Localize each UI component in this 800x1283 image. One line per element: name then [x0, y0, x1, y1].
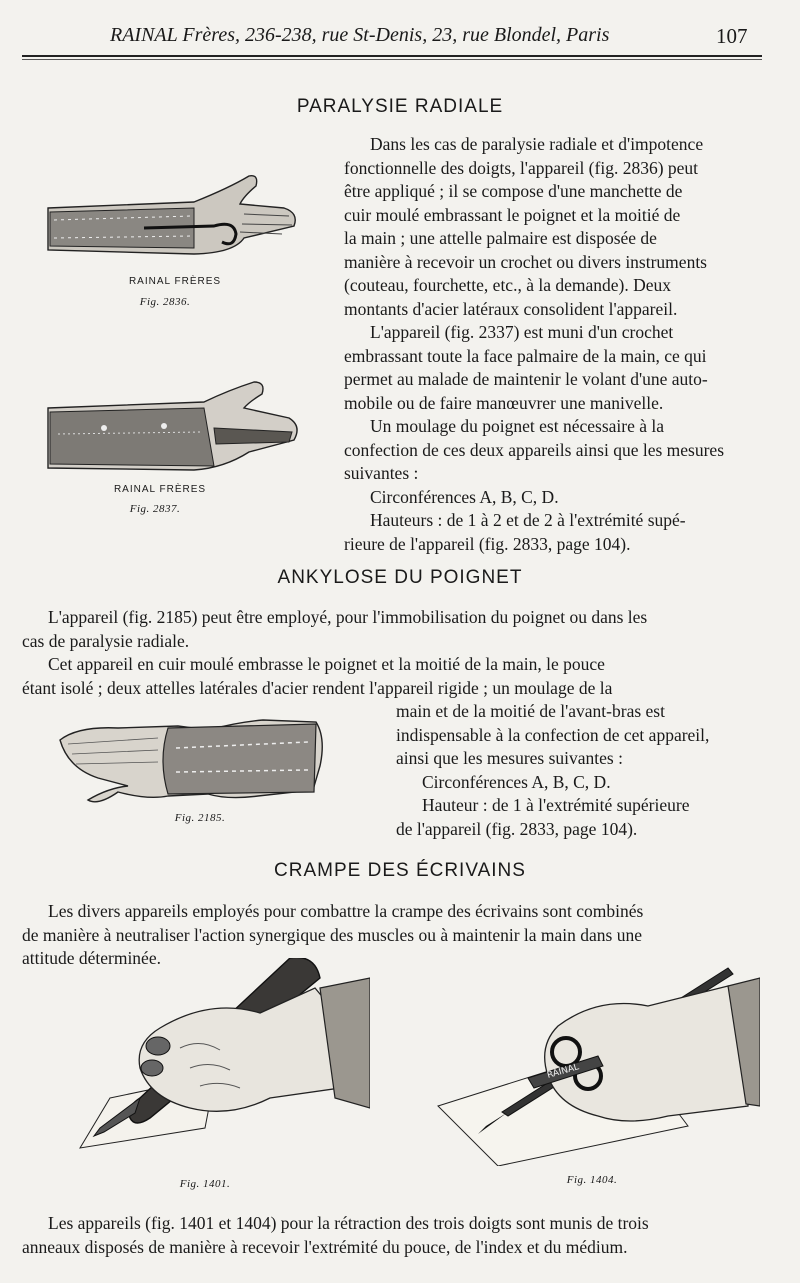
figure-1404-caption: Fig. 1404.: [566, 1174, 618, 1186]
text-line: main et de la moitié de l'avant-bras est: [396, 701, 665, 721]
text-line: Les appareils (fig. 1401 et 1404) pour la rétraction des trois doigts sont munis de trois: [48, 1213, 649, 1233]
text-line: Hauteur : de 1 à l'extrémité supérieure: [422, 795, 690, 815]
text-line: attitude déterminée.: [22, 948, 161, 968]
page-number: 107: [716, 24, 748, 48]
text-line: être appliqué ; il se compose d'une manchette de: [344, 181, 683, 201]
figure-1401-caption: Fig. 1401.: [179, 1178, 231, 1190]
section-title-paralysie: PARALYSIE RADIALE: [296, 96, 504, 117]
text-line: Les divers appareils employés pour combattre la crampe des écrivains sont combinés: [48, 901, 644, 921]
figure-2836-brand: RAINAL FRÈRES: [128, 276, 222, 287]
text-line: Dans les cas de paralysie radiale et d'impotence: [370, 134, 704, 154]
figure-2836-caption: Fig. 2836.: [139, 296, 191, 308]
text-line: Cet appareil en cuir moulé embrasse le poignet et la moitié de la main, le pouce: [48, 654, 605, 674]
figure-2836-splint-illustration: [44, 168, 304, 268]
figure-1404-pen-rings-illustration: [428, 966, 760, 1166]
text-line: L'appareil (fig. 2185) peut être employé, pour l'immobilisation du poignet ou dans les: [48, 607, 648, 627]
figure-2185-wrist-splint-illustration: [58, 708, 328, 808]
running-header: RAINAL Frères, 236-238, rue St-Denis, 23, rue Blondel, Paris: [110, 24, 610, 46]
text-line: L'appareil (fig. 2337) est muni d'un crochet: [370, 322, 674, 342]
text-line: Circonférences A, B, C, D.: [370, 486, 559, 507]
text-line: suivantes :: [344, 463, 419, 483]
text-line: cas de paralysie radiale.: [22, 630, 190, 651]
text-line: de l'appareil (fig. 2833, page 104).: [396, 818, 638, 839]
text-line: Hauteurs : de 1 à 2 et de 2 à l'extrémité supé-: [370, 510, 686, 530]
text-line: permet au malade de maintenir le volant d'une auto-: [344, 369, 708, 389]
section-title-crampe: CRAMPE DES ÉCRIVAINS: [274, 860, 526, 881]
text-line: Un moulage du poignet est nécessaire à la: [370, 416, 664, 436]
text-line: cuir moulé embrassant le poignet et la moitié de: [344, 204, 681, 225]
text-line: confection de ces deux appareils ainsi que les mesures: [344, 439, 725, 460]
text-line: fonctionnelle des doigts, l'appareil (fig. 2836) peut: [344, 157, 699, 178]
ankylose-text-right: [396, 700, 764, 841]
figure-2837-splint-illustration: [44, 378, 304, 478]
section-title-ankylose: ANKYLOSE DU POIGNET: [277, 567, 523, 588]
closing-text: [22, 1212, 764, 1259]
ankylose-text-full: [22, 606, 764, 700]
figure-2837-brand: RAINAL FRÈRES: [113, 484, 207, 495]
header-rule-thin: [22, 59, 762, 60]
text-line: étant isolé ; deux attelles latérales d'acier rendent l'appareil rigide ; un moulage de la: [22, 677, 613, 698]
header-rule: [22, 55, 762, 57]
text-line: (couteau, fourchette, etc., à la demande). Deux: [344, 275, 671, 295]
pen-brand-label: RAINAL: [546, 1062, 581, 1081]
figure-2185-caption: Fig. 2185.: [174, 812, 226, 824]
text-line: embrassant toute la face palmaire de la main, ce qui: [344, 345, 707, 366]
text-line: indispensable à la confection de cet appareil,: [396, 724, 710, 745]
figure-1401-pen-grip-illustration: [40, 958, 370, 1168]
text-line: la main ; une attelle palmaire est disposée de: [344, 228, 657, 248]
text-line: de manière à neutraliser l'action synergique des muscles ou à maintenir la main dans une: [22, 924, 642, 945]
text-line: anneaux disposés de manière à recevoir l'extrémité du pouce, de l'index et du médium.: [22, 1236, 628, 1257]
paralysie-text: [344, 133, 764, 556]
text-line: mobile ou de faire manœuvrer une manivelle.: [344, 392, 664, 413]
text-line: rieure de l'appareil (fig. 2833, page 104).: [344, 533, 631, 554]
text-line: Circonférences A, B, C, D.: [422, 771, 611, 792]
text-line: manière à recevoir un crochet ou divers instruments: [344, 251, 707, 272]
text-line: ainsi que les mesures suivantes :: [396, 748, 623, 768]
figure-2837-caption: Fig. 2837.: [129, 503, 181, 515]
text-line: montants d'acier latéraux consolident l'appareil.: [344, 298, 678, 319]
